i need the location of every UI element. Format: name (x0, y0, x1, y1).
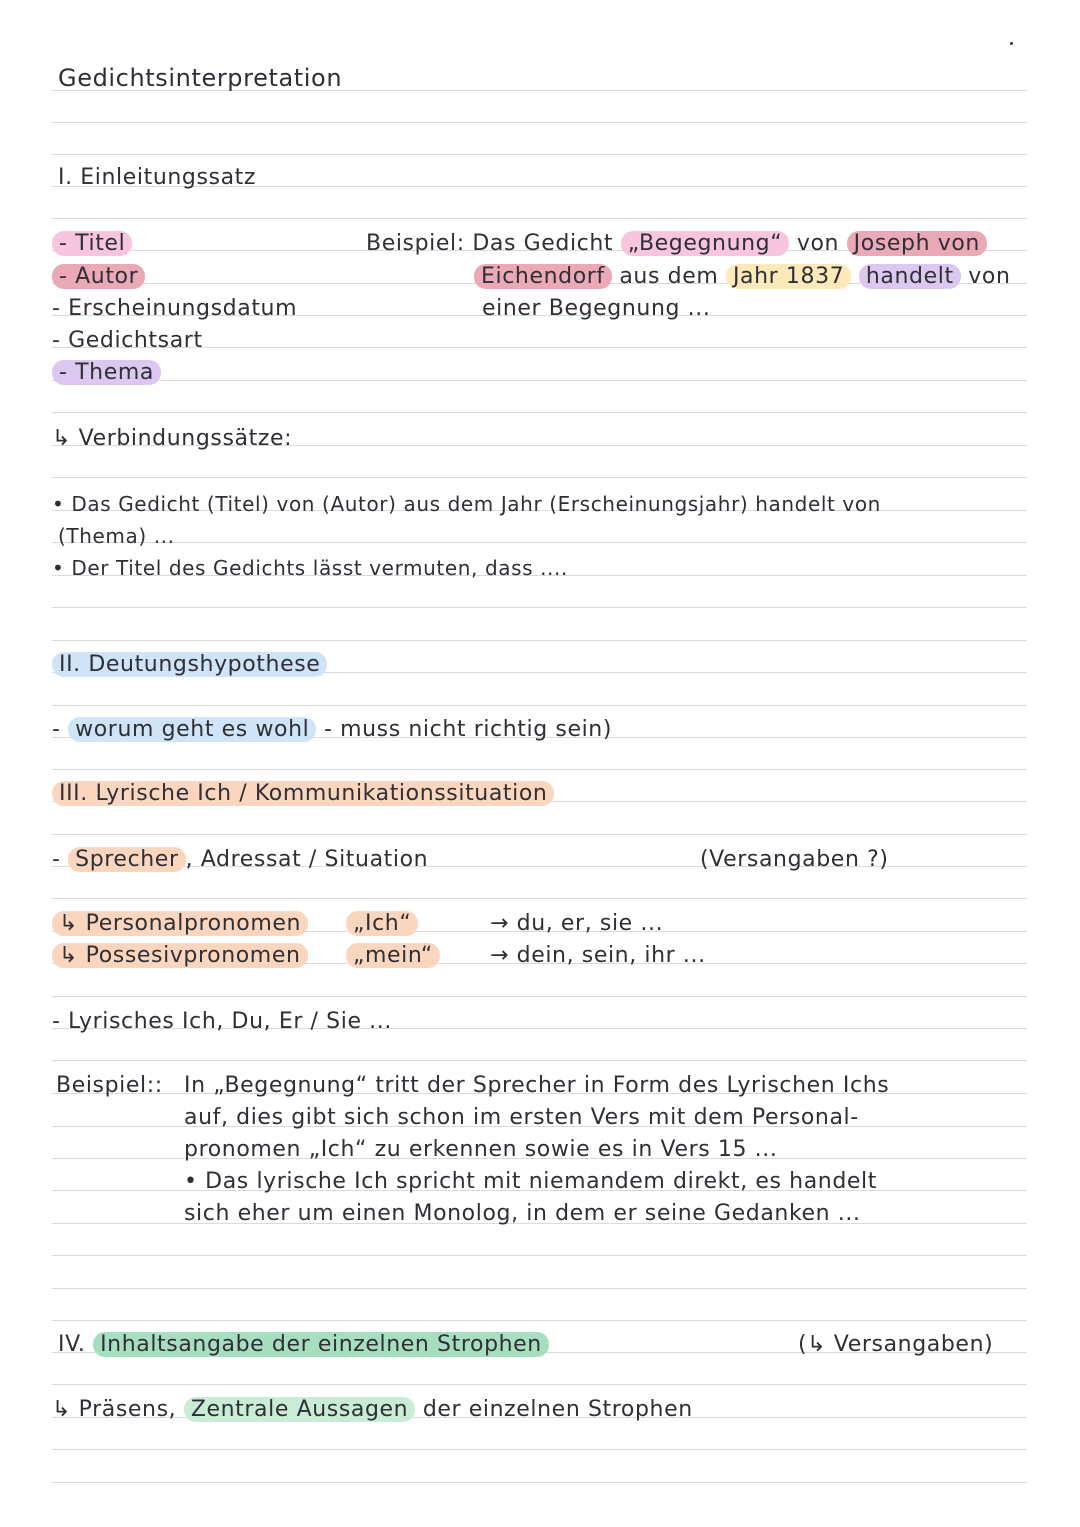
bullet-dash: - (52, 847, 61, 872)
connect-sentence-1: • Das Gedicht (Titel) von (Autor) aus dem Jahr (Erscheinungsjahr) handelt von (52, 492, 881, 516)
section-4-number: IV. (58, 1332, 86, 1357)
bullet-dash: - (52, 717, 61, 742)
section-2-highlight: worum geht es wohl (68, 717, 316, 742)
section-3-example-line: auf, dies gibt sich schon im ersten Vers mit dem Personal- (184, 1105, 859, 1130)
list-item-gedichtsart: - Gedichtsart (52, 328, 203, 353)
example-year: Jahr 1837 (726, 264, 851, 289)
ruled-line (52, 1255, 1027, 1256)
section-4-line-rest: der einzelnen Strophen (422, 1397, 693, 1422)
example-verb: handelt (859, 264, 961, 289)
section-4-highlight: Zentrale Aussagen (184, 1397, 415, 1422)
section-4-heading (58, 1331, 549, 1359)
section-2-note: - muss nicht richtig sein) (323, 717, 613, 742)
possessive-pronoun-forms: → dein, sein, ihr ... (490, 943, 706, 968)
connect-heading: ↳ Verbindungssätze: (52, 426, 293, 451)
possessive-pronoun-example (346, 942, 440, 970)
section-3-example-line: • Das lyrische Ich spricht mit niemandem direkt, es handelt (184, 1169, 877, 1194)
possessive-pronoun-text: ↳ Possesivpronomen (52, 943, 308, 968)
list-item-label: - Autor (52, 264, 145, 289)
list-item-thema (52, 359, 161, 387)
pen-dot (1010, 42, 1013, 45)
list-item-label: - Titel (52, 231, 132, 256)
ruled-line (52, 1320, 1027, 1321)
section-4-line-prefix: ↳ Präsens, (52, 1397, 177, 1422)
personal-pronoun-forms: → du, er, sie ... (490, 911, 664, 936)
ruled-line (52, 640, 1027, 641)
section-3-heading-label (52, 781, 554, 806)
section-3-heading (52, 780, 554, 808)
section-1-heading: I. Einleitungssatz (58, 165, 257, 190)
ruled-line (52, 834, 1027, 835)
connect-sentence-1-cont: (Thema) ... (58, 524, 175, 548)
page-title: Gedichtsinterpretation (58, 64, 343, 92)
ruled-line (52, 1449, 1027, 1450)
ruled-line (52, 122, 1027, 123)
section-2-heading (52, 651, 327, 679)
list-item-label: - Thema (52, 360, 161, 385)
example-title: „Begegnung“ (621, 231, 790, 256)
ruled-line (52, 412, 1027, 413)
list-item-titel (52, 230, 132, 258)
section-3-example-label: Beispiel:: (56, 1073, 163, 1098)
section-4-line (52, 1396, 693, 1424)
ruled-line (52, 898, 1027, 899)
ruled-line (52, 477, 1027, 478)
section-3-example-line: pronomen „Ich“ zu erkennen sowie es in Vers 15 ... (184, 1137, 778, 1162)
example-line-3: einer Begegnung ... (482, 296, 711, 321)
section-4-verse-note: (↳ Versangaben) (798, 1332, 994, 1357)
section-3-title: Lyrische Ich / Kommunikationssituation (95, 781, 548, 806)
ruled-line (52, 1288, 1027, 1289)
example-text: von (968, 264, 1011, 289)
pronoun-example-text: „mein“ (346, 943, 440, 968)
personal-pronoun-example (346, 910, 418, 938)
speaker-highlight: Sprecher (68, 847, 185, 872)
ruled-line (52, 769, 1027, 770)
list-item-erscheinungsdatum: - Erscheinungsdatum (52, 296, 298, 321)
section-3-number: III. (59, 781, 88, 806)
personal-pronoun-label (52, 910, 308, 938)
ruled-line (52, 705, 1027, 706)
ruled-line (52, 1384, 1027, 1385)
section-3-example-line: sich eher um einen Monolog, in dem er seine Gedanken ... (184, 1201, 861, 1226)
pronoun-example-text: „Ich“ (346, 911, 418, 936)
ruled-line (52, 218, 1027, 219)
example-text: von (796, 231, 840, 256)
possessive-pronoun-label (52, 942, 308, 970)
section-3-line-1 (52, 846, 428, 874)
example-text: Das Gedicht (472, 231, 614, 256)
section-4-title: Inhaltsangabe der einzelnen Strophen (93, 1332, 549, 1357)
ruled-line (52, 607, 1027, 608)
section-3-example-line: In „Begegnung“ tritt der Sprecher in Form des Lyrischen Ichs (184, 1073, 890, 1098)
example-line-2 (474, 263, 1011, 291)
verse-note: (Versangaben ?) (700, 847, 889, 872)
section-2-heading-label: II. Deutungshypothese (52, 652, 327, 677)
section-2-item (52, 716, 612, 744)
ruled-line (52, 542, 1027, 543)
ruled-line (52, 1060, 1027, 1061)
list-item-autor (52, 263, 145, 291)
ruled-line (52, 996, 1027, 997)
connect-sentence-2: • Der Titel des Gedichts lässt vermuten, dass .... (52, 556, 568, 580)
personal-pronoun-text: ↳ Personalpronomen (52, 911, 308, 936)
example-label: Beispiel: (366, 231, 465, 256)
example-text: aus dem (619, 264, 719, 289)
example-author: Joseph von (847, 231, 987, 256)
lyric-persons: - Lyrisches Ich, Du, Er / Sie ... (52, 1009, 392, 1034)
example-line-1 (366, 230, 987, 258)
example-author: Eichendorf (474, 264, 612, 289)
ruled-line (52, 154, 1027, 155)
ruled-line (52, 1482, 1027, 1483)
ruled-line (52, 380, 1027, 381)
section-3-line-1-rest: , Adressat / Situation (185, 847, 429, 872)
